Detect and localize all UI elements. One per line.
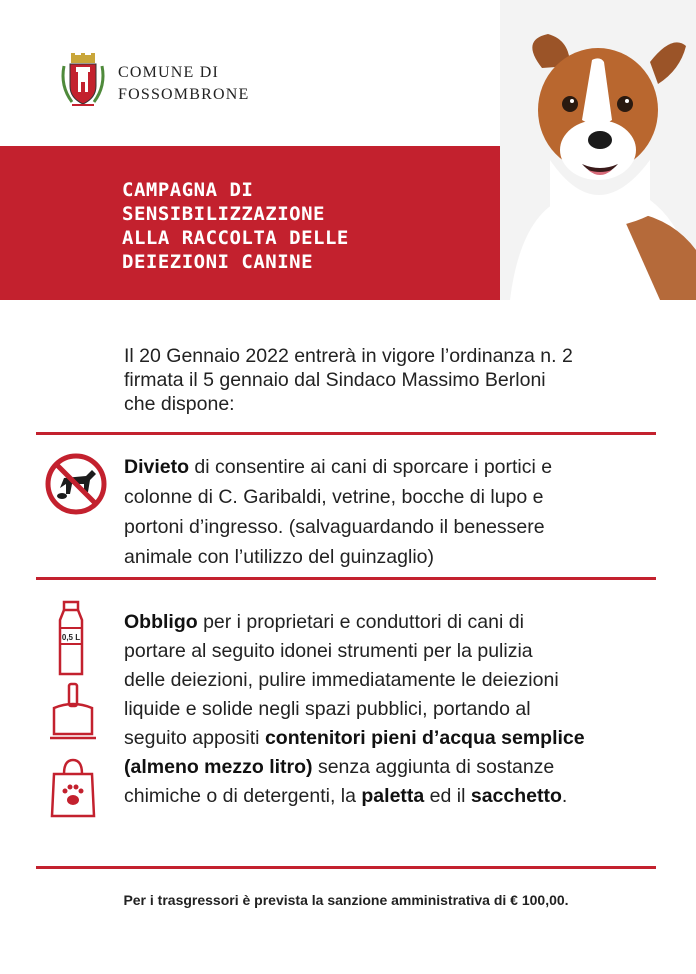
divieto-line-1 xyxy=(124,452,664,482)
obbligo-containers-bold: contenitori pieni d’acqua semplice xyxy=(264,727,585,749)
water-bottle-icon xyxy=(50,600,92,678)
obbligo-paletta-bold: paletta xyxy=(361,785,425,807)
paw-bag-icon xyxy=(48,756,98,820)
penalty-note: Per i trasgressori è prevista la sanzione amministrativa di € 100,00. xyxy=(123,892,569,908)
obbligo-line-7-end: . xyxy=(561,785,568,807)
municipality-line-1: COMUNE DI xyxy=(118,64,220,81)
obbligo-line-6 xyxy=(124,753,669,782)
divieto-keyword: Divieto xyxy=(124,456,190,478)
intro-line-2: firmata il 5 gennaio dal Sindaco Massimo Berloni xyxy=(124,369,546,391)
campaign-title-line-2: SENSIBILIZZAZIONE xyxy=(122,203,325,225)
bottle-label: 0,5 L xyxy=(61,633,81,642)
obbligo-sacchetto-bold: sacchetto xyxy=(470,785,562,807)
obbligo-line-1 xyxy=(124,608,669,637)
obbligo-line-7 xyxy=(124,782,669,811)
divider-3 xyxy=(36,866,656,869)
divieto-section xyxy=(124,452,664,572)
dog-photo xyxy=(500,0,696,300)
obbligo-line-5 xyxy=(124,724,669,753)
obbligo-line-6-rest: senza aggiunta di sostanze xyxy=(312,756,555,778)
divider-2 xyxy=(36,577,656,580)
intro-line-1: Il 20 Gennaio 2022 entrerà in vigore l’ordinanza n. 2 xyxy=(124,345,573,367)
municipality-name xyxy=(118,62,249,106)
dustpan-icon xyxy=(48,682,98,742)
obbligo-line-2: portare al seguito idonei strumenti per la pulizia xyxy=(124,640,533,662)
obbligo-line-5-pre: seguito appositi xyxy=(124,727,265,749)
divider-1 xyxy=(36,432,656,435)
intro-text xyxy=(124,344,664,416)
dog-illustration xyxy=(500,0,696,300)
campaign-title-line-4: DEIEZIONI CANINE xyxy=(122,251,314,273)
obbligo-line-1-rest: per i proprietari e conduttori di cani di xyxy=(197,611,524,633)
obbligo-section xyxy=(124,608,669,811)
obbligo-line-4: liquide e solide negli spazi pubblici, portando al xyxy=(124,698,531,720)
obbligo-line-3: delle deiezioni, pulire immediatamente le deiezioni xyxy=(124,669,559,691)
campaign-title xyxy=(122,178,482,274)
divieto-line-2: colonne di C. Garibaldi, vetrine, bocche di lupo e xyxy=(124,486,544,508)
obbligo-line-7-mid: ed il xyxy=(424,785,471,807)
divieto-line-4: animale con l’utilizzo del guinzaglio) xyxy=(124,546,435,568)
obbligo-keyword: Obbligo xyxy=(124,611,198,633)
divieto-line-3: portoni d’ingresso. (salvaguardando il benessere xyxy=(124,516,545,538)
no-dog-fouling-icon xyxy=(44,452,108,516)
obbligo-line-7-pre: chimiche o di detergenti, la xyxy=(124,785,362,807)
intro-line-3: che dispone: xyxy=(124,393,235,415)
obbligo-half-liter-bold: (almeno mezzo litro) xyxy=(124,756,313,778)
campaign-title-line-1: CAMPAGNA DI xyxy=(122,179,254,201)
municipality-line-2: FOSSOMBRONE xyxy=(118,86,250,103)
coat-of-arms-logo xyxy=(58,52,108,110)
campaign-title-line-3: ALLA RACCOLTA DELLE xyxy=(122,227,349,249)
divieto-line-1-rest: di consentire ai cani di sporcare i portici e xyxy=(189,456,553,478)
